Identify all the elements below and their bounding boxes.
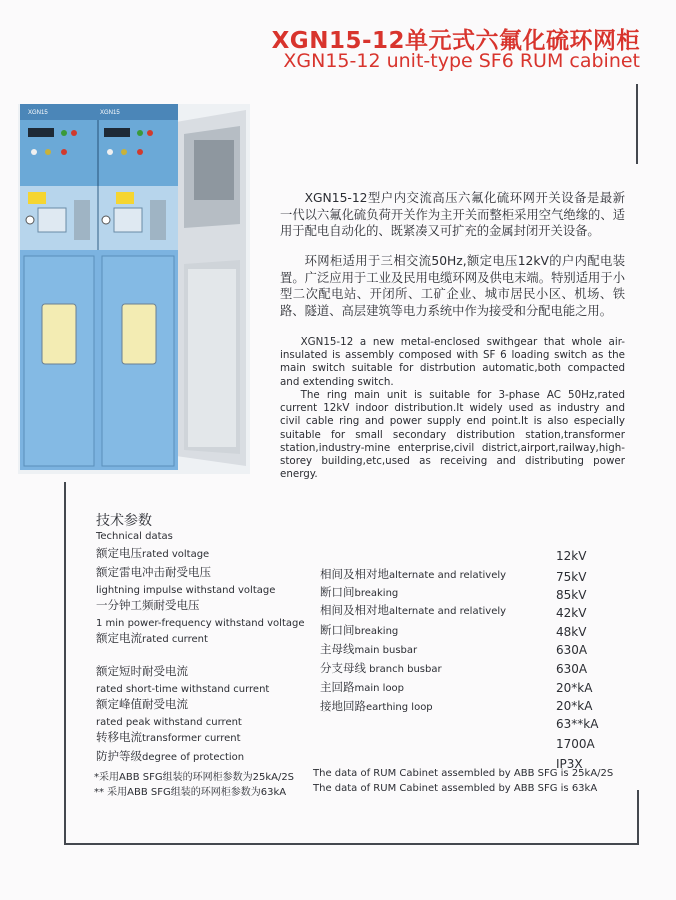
spec-left-row: lightning impulse withstand voltage: [96, 585, 276, 596]
spec-value: 1700A: [556, 737, 595, 751]
cabinet-photo: [18, 104, 250, 474]
svg-text:XGN15: XGN15: [28, 110, 48, 116]
spec-value: 85kV: [556, 588, 587, 602]
frame-line-bottom-right: [637, 790, 639, 845]
spec-mid-row: 分支母线 branch busbar: [320, 661, 442, 675]
spec-value: 20*kA: [556, 681, 593, 695]
specs-heading-cn: 技术参数: [96, 513, 152, 529]
spec-value: 630A: [556, 643, 588, 657]
spec-mid-row: 主母线main busbar: [320, 642, 418, 656]
frame-line-top-right: [636, 84, 638, 164]
frame-line-bottom-left: [64, 482, 66, 845]
spec-left-row: 防护等级degree of protection: [96, 749, 245, 763]
spec-left-row: 额定短时耐受电流: [96, 664, 188, 678]
intro-en-paragraph-1: XGN15-12 a new metal-enclosed swithgear that whole air-insulated is assembly composed with SF 6 loading switch as the main switch suitable for distrbution automatic,both compacted and extending switch.: [280, 336, 625, 388]
spec-mid-row: 主回路main loop: [320, 680, 405, 694]
frame-line-bottom: [64, 843, 639, 845]
spec-left-row: 1 min power-frequency withstand voltage: [96, 618, 305, 629]
spec-mid-row: 相间及相对地alternate and relatively: [320, 603, 507, 617]
svg-text:XGN15: XGN15: [100, 110, 120, 116]
spec-left-row: 额定电压rated voltage: [96, 546, 210, 560]
spec-value: 630A: [556, 662, 588, 676]
spec-left-row: 额定峰值耐受电流: [96, 697, 188, 711]
spec-value: 63**kA: [556, 717, 599, 731]
spec-left-row: 一分钟工频耐受电压: [96, 598, 200, 612]
spec-left-row: 转移电流transformer current: [96, 730, 241, 744]
spec-value: 42kV: [556, 606, 587, 620]
spec-left-row: 额定雷电冲击耐受电压: [96, 565, 211, 579]
spec-value: 20*kA: [556, 699, 593, 713]
spec-value: 48kV: [556, 625, 587, 639]
specs-heading-en: Technical datas: [96, 531, 173, 542]
footnote-1-en: The data of RUM Cabinet assembled by ABB SFG is 25kA/2S: [313, 768, 614, 779]
spec-left-row: rated short-time withstand current: [96, 684, 270, 695]
spec-mid-row: 断口间breaking: [320, 623, 399, 637]
spec-mid-row: 断口间breaking: [320, 585, 399, 599]
spec-value: 75kV: [556, 570, 587, 584]
footnote-1-cn: *采用ABB SFG组装的环网柜参数为25kA/2S: [94, 772, 295, 783]
intro-cn-paragraph-2: 环网柜适用于三相交流50Hz,额定电压12kV的户内配电装置。广泛应用于工业及民用电缆环网及供电末端。特别适用于小型二次配电站、开闭所、工矿企业、城市居民小区、机场、铁路、隧道、高层建筑等电力系统中作为接受和分配电能之用。: [280, 254, 625, 318]
spec-left-row: rated peak withstand current: [96, 717, 242, 728]
intro-en-paragraph-2: The ring main unit is suitable for 3-phase AC 50Hz,rated current 12kV indoor distribution.It widely used as industry and civil cable ring and power supply end point.It is also especially suitable for small secondary distribution station,transformer station,industry-mine enterprise,civil district,airport,railway,high-storey building,etc,used as receiving and distributing power energy.: [280, 389, 625, 481]
spec-value: 12kV: [556, 549, 587, 563]
title-chinese: XGN15-12单元式六氟化硫环网柜: [271, 28, 640, 54]
intro-cn-paragraph-1: XGN15-12型户内交流高压六氟化硫环网开关设备是最新一代以六氟化硫负荷开关作为主开关而整柜采用空气绝缘的、适用于配电自动化的、既紧凑又可扩充的金属封闭开关设备。: [280, 191, 625, 239]
spec-left-row: 额定电流rated current: [96, 631, 208, 645]
spec-value: IP3X: [556, 757, 583, 771]
footnote-2-cn: ** 采用ABB SFG组装的环网柜参数为63kA: [94, 787, 287, 798]
spec-mid-row: 相间及相对地alternate and relatively: [320, 567, 507, 581]
footnote-2-en: The data of RUM Cabinet assembled by ABB SFG is 63kA: [313, 783, 598, 794]
spec-mid-row: 接地回路earthing loop: [320, 699, 433, 713]
title-english: XGN15-12 unit-type SF6 RUM cabinet: [283, 50, 640, 72]
